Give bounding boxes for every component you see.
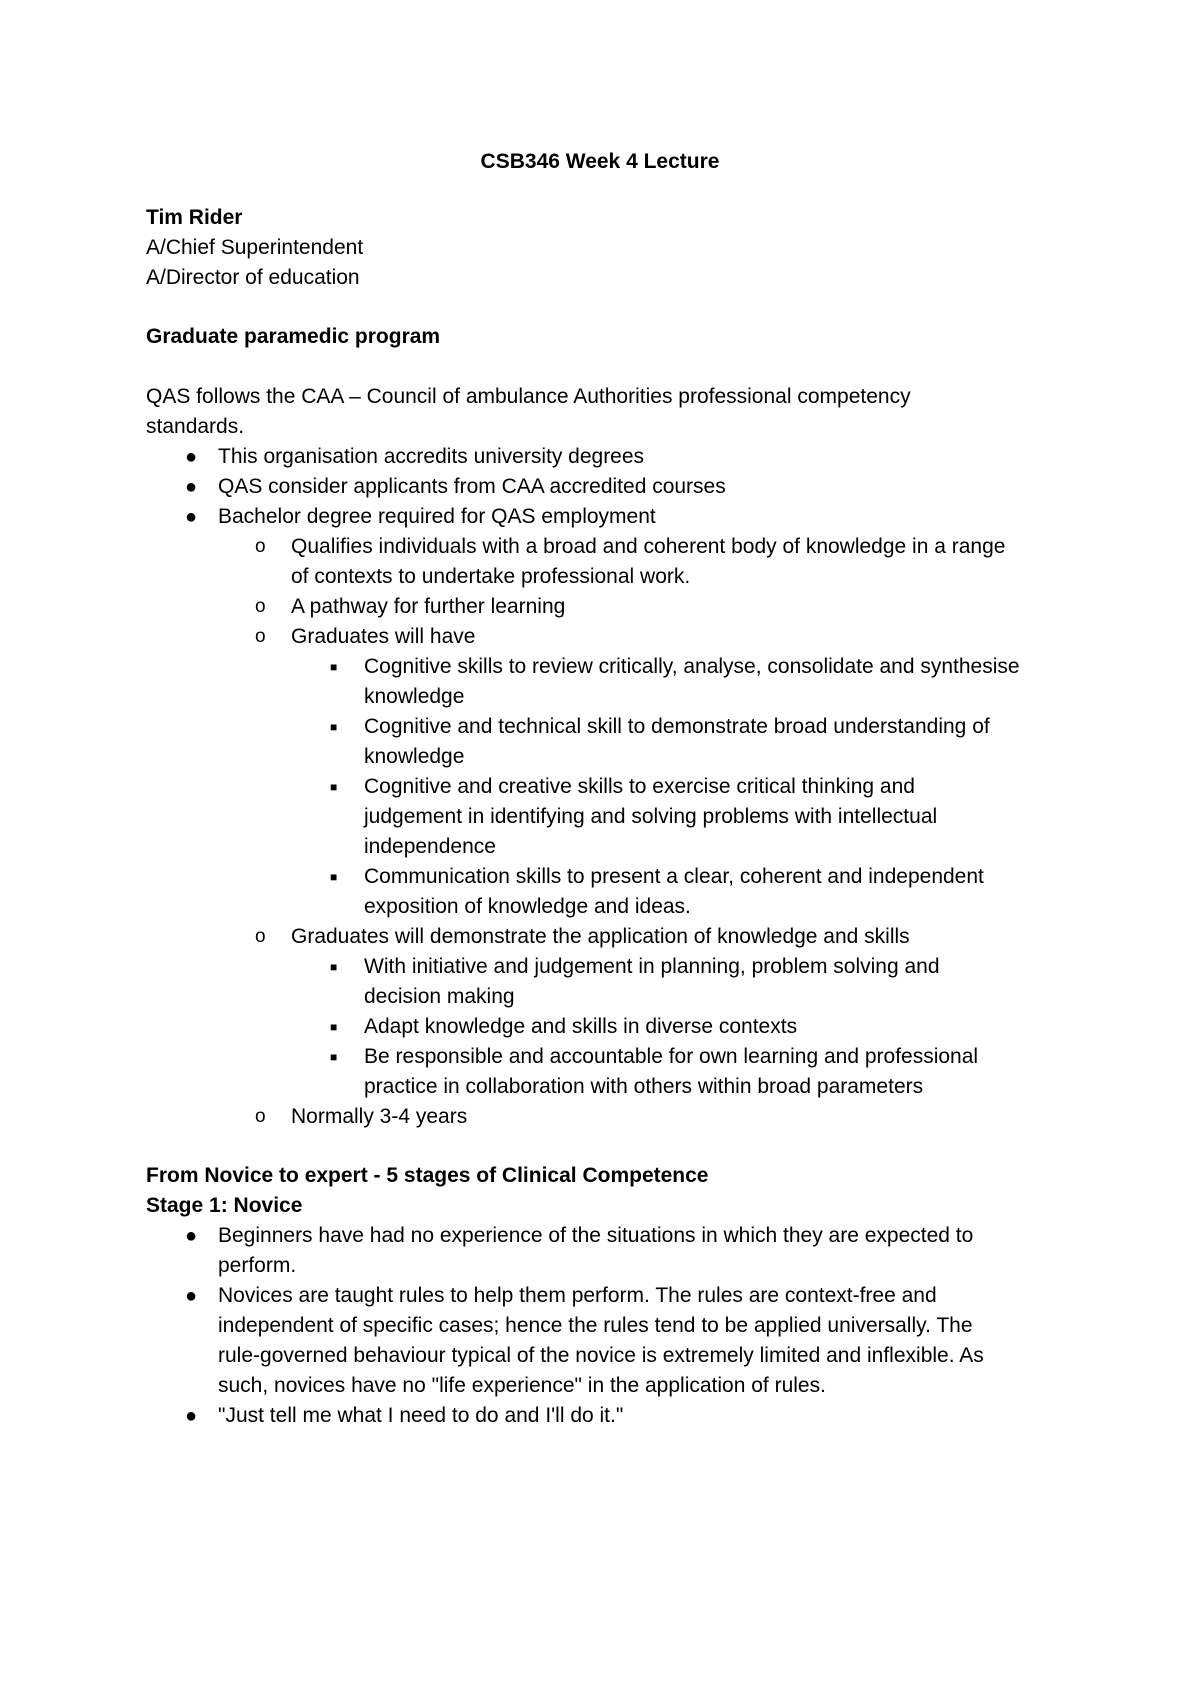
list-item: Beginners have had no experience of the situations in which they are expected to (218, 1224, 974, 1247)
square-bullet-icon: ■ (330, 960, 338, 974)
list-item-continuation: practice in collaboration with others within broad parameters (364, 1075, 924, 1098)
list-item: A pathway for further learning (291, 595, 566, 618)
list-item-continuation: of contexts to undertake professional work. (291, 565, 691, 588)
circle-bullet-icon: o (255, 1106, 266, 1127)
square-bullet-icon: ■ (330, 870, 338, 884)
list-item-continuation: independence (364, 835, 496, 858)
paragraph-line: QAS follows the CAA – Council of ambulance Authorities professional competency (146, 385, 911, 408)
bullet-icon: ● (185, 1285, 198, 1307)
subsection-heading: Stage 1: Novice (146, 1194, 303, 1217)
list-item: Cognitive skills to review critically, analyse, consolidate and synthesise (364, 655, 1020, 678)
square-bullet-icon: ■ (330, 660, 338, 674)
list-item: Be responsible and accountable for own learning and professional (364, 1045, 979, 1068)
speaker-role: A/Director of education (146, 266, 360, 289)
list-item: Cognitive and technical skill to demonstrate broad understanding of (364, 715, 990, 738)
list-item: Graduates will have (291, 625, 476, 648)
page-title: CSB346 Week 4 Lecture (480, 150, 720, 173)
list-item-continuation: judgement in identifying and solving problems with intellectual (364, 805, 938, 828)
list-item-continuation: knowledge (364, 685, 465, 708)
list-item: Normally 3-4 years (291, 1105, 468, 1128)
list-item-continuation: rule-governed behaviour typical of the novice is extremely limited and inflexible. As (218, 1344, 984, 1367)
list-item: With initiative and judgement in planning, problem solving and (364, 955, 940, 978)
list-item: Graduates will demonstrate the application of knowledge and skills (291, 925, 910, 948)
list-item: Bachelor degree required for QAS employment (218, 505, 656, 528)
paragraph-line: standards. (146, 415, 245, 438)
bullet-icon: ● (185, 476, 198, 498)
section-heading: From Novice to expert - 5 stages of Clinical Competence (146, 1164, 709, 1187)
square-bullet-icon: ■ (330, 780, 338, 794)
list-item-continuation: independent of specific cases; hence the rules tend to be applied universally. The (218, 1314, 973, 1337)
list-item-continuation: exposition of knowledge and ideas. (364, 895, 691, 918)
bullet-icon: ● (185, 446, 198, 468)
list-item: Communication skills to present a clear, coherent and independent (364, 865, 984, 888)
square-bullet-icon: ■ (330, 720, 338, 734)
bullet-icon: ● (185, 1225, 198, 1247)
list-item: QAS consider applicants from CAA accredited courses (218, 475, 726, 498)
square-bullet-icon: ■ (330, 1050, 338, 1064)
section-heading: Graduate paramedic program (146, 325, 441, 348)
circle-bullet-icon: o (255, 626, 266, 647)
list-item: This organisation accredits university degrees (218, 445, 645, 468)
list-item-continuation: perform. (218, 1254, 297, 1277)
bullet-icon: ● (185, 506, 198, 528)
speaker-name: Tim Rider (146, 206, 243, 229)
speaker-role: A/Chief Superintendent (146, 236, 364, 259)
list-item: Qualifies individuals with a broad and coherent body of knowledge in a range (291, 535, 1006, 558)
bullet-icon: ● (185, 1405, 198, 1427)
list-item: Cognitive and creative skills to exercise critical thinking and (364, 775, 915, 798)
list-item: Novices are taught rules to help them perform. The rules are context-free and (218, 1284, 937, 1307)
square-bullet-icon: ■ (330, 1020, 338, 1034)
circle-bullet-icon: o (255, 926, 266, 947)
list-item-continuation: decision making (364, 985, 515, 1008)
circle-bullet-icon: o (255, 536, 266, 557)
circle-bullet-icon: o (255, 596, 266, 617)
list-item-continuation: such, novices have no "life experience" in the application of rules. (218, 1374, 826, 1397)
list-item-continuation: knowledge (364, 745, 465, 768)
list-item: Adapt knowledge and skills in diverse contexts (364, 1015, 798, 1038)
list-item: "Just tell me what I need to do and I'll do it." (218, 1404, 624, 1427)
